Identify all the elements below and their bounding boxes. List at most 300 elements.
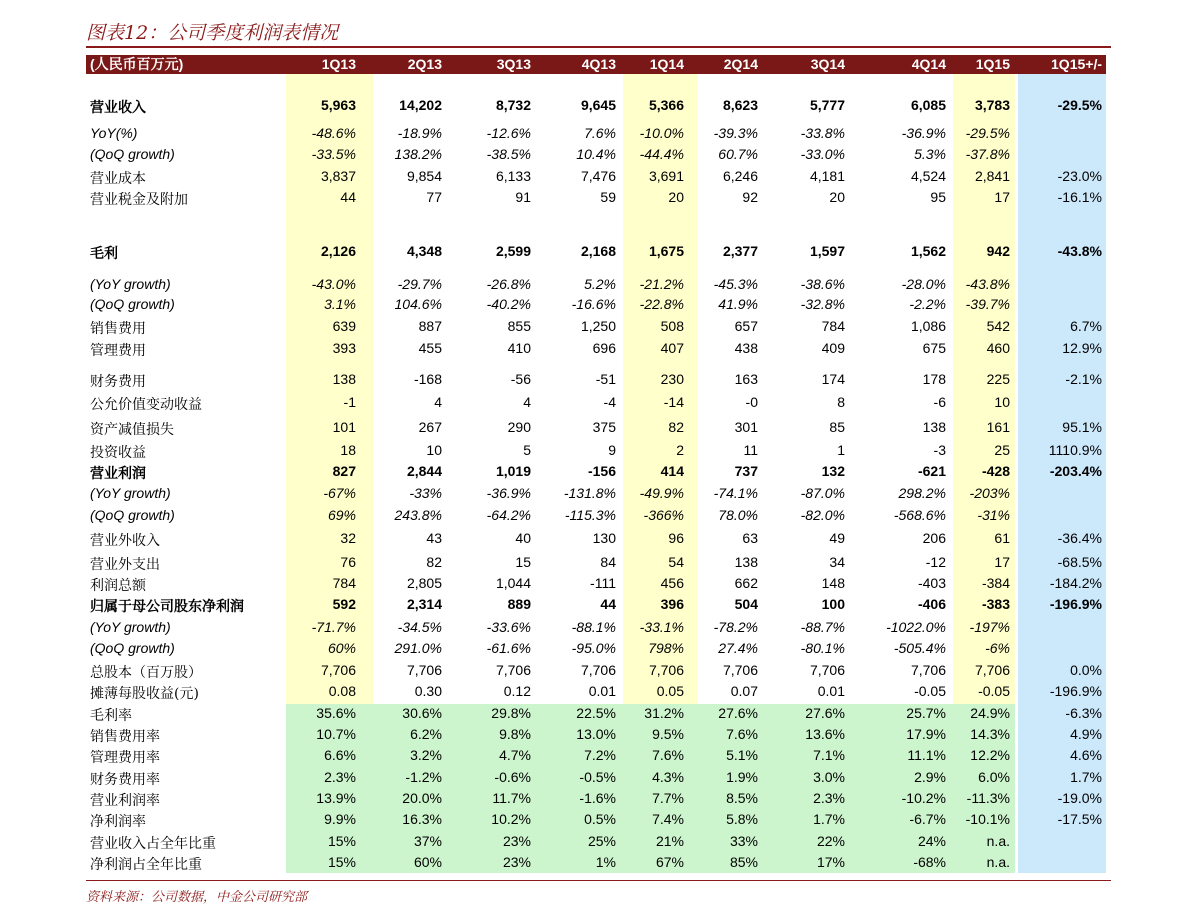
table-cell: 301 — [734, 419, 758, 435]
table-cell: 23% — [502, 854, 531, 870]
table-cell: -23.0% — [1057, 168, 1102, 184]
table-cell: -384 — [981, 575, 1010, 591]
table-cell: 230 — [660, 371, 684, 387]
table-cell: -197% — [969, 619, 1010, 635]
table-cell: -36.4% — [1057, 530, 1102, 546]
table-cell: 61 — [994, 530, 1010, 546]
table-cell: 29.8% — [491, 705, 531, 721]
table-cell: 9 — [608, 442, 616, 458]
table-cell: -78.2% — [713, 619, 758, 635]
table-cell: -12 — [925, 554, 946, 570]
table-cell: 78.0% — [718, 507, 758, 523]
table-cell: 6,085 — [910, 97, 946, 113]
table-cell: 407 — [660, 340, 684, 356]
table-cell: 855 — [507, 318, 531, 334]
table-cell: 138 — [332, 371, 356, 387]
table-cell: 4,348 — [406, 243, 442, 259]
table-cell: 10.2% — [491, 811, 531, 827]
table-cell: 174 — [821, 371, 845, 387]
table-cell: 7,706 — [495, 662, 531, 678]
row-label: 公允价值变动收益 — [90, 397, 202, 413]
row-label: 财务费用 — [90, 374, 146, 390]
table-cell: 942 — [986, 243, 1010, 259]
table-cell: 225 — [986, 371, 1010, 387]
row-label: (QoQ growth) — [90, 296, 175, 312]
table-cell: 10.4% — [576, 146, 616, 162]
table-cell: -74.1% — [713, 485, 758, 501]
table-cell: 508 — [660, 318, 684, 334]
row-label: 营业利润率 — [90, 793, 160, 809]
table-cell: -428 — [981, 463, 1010, 479]
row-label: (QoQ growth) — [90, 146, 175, 162]
table-cell: -6% — [985, 640, 1010, 656]
table-cell: 0.05 — [656, 683, 684, 699]
table-cell: 887 — [418, 318, 442, 334]
table-cell: 4.3% — [652, 769, 684, 785]
row-label: 营业收入占全年比重 — [90, 836, 216, 852]
table-cell: 2,844 — [406, 463, 442, 479]
table-cell: 30.6% — [402, 705, 442, 721]
table-cell: 69% — [327, 507, 356, 523]
table-cell: -366% — [643, 507, 684, 523]
table-cell: 592 — [332, 596, 356, 612]
table-cell: -383 — [981, 596, 1010, 612]
table-cell: 0.07 — [730, 683, 758, 699]
table-cell: 7,706 — [910, 662, 946, 678]
table-cell: 17.9% — [906, 726, 946, 742]
table-cell: 12.9% — [1062, 340, 1102, 356]
table-cell: 0.08 — [328, 683, 356, 699]
table-cell: 91 — [515, 189, 531, 205]
table-cell: 662 — [734, 575, 758, 591]
table-cell: 1,019 — [495, 463, 531, 479]
table-cell: 7,706 — [648, 662, 684, 678]
table-cell: 25.7% — [906, 705, 946, 721]
table-cell: -6.3% — [1065, 705, 1102, 721]
table-cell: -16.1% — [1057, 189, 1102, 205]
table-cell: -37.8% — [965, 146, 1010, 162]
table-cell: 267 — [418, 419, 442, 435]
page-title: 图表12：公司季度利润表情况 — [86, 22, 339, 44]
table-cell: -48.6% — [311, 125, 356, 141]
table-cell: -2.1% — [1065, 371, 1102, 387]
table-cell: -26.8% — [486, 276, 531, 292]
table-cell: -36.9% — [901, 125, 946, 141]
column-header: 1Q15+/- — [1051, 56, 1102, 72]
table-cell: 27.6% — [805, 705, 845, 721]
header-unit-label: (人民币百万元) — [90, 56, 184, 72]
table-cell: 5.2% — [584, 276, 616, 292]
table-cell: 9.5% — [652, 726, 684, 742]
table-cell: 2.3% — [813, 790, 845, 806]
row-label: 财务费用率 — [90, 772, 160, 788]
table-cell: 14,202 — [399, 97, 442, 113]
table-cell: -88.1% — [571, 619, 616, 635]
table-cell: -12.6% — [486, 125, 531, 141]
table-cell: 31.2% — [644, 705, 684, 721]
table-cell: 8,732 — [495, 97, 531, 113]
table-cell: 20.0% — [402, 790, 442, 806]
table-cell: 27.4% — [718, 640, 758, 656]
table-cell: 49 — [829, 530, 845, 546]
table-cell: 7,706 — [809, 662, 845, 678]
table-cell: n.a. — [986, 854, 1010, 870]
table-cell: 504 — [734, 596, 758, 612]
table-cell: -115.3% — [564, 507, 616, 523]
table-cell: 17% — [816, 854, 845, 870]
table-cell: -505.4% — [893, 640, 946, 656]
table-cell: 7.2% — [584, 747, 616, 763]
table-cell: -1022.0% — [886, 619, 946, 635]
table-cell: -0.6% — [494, 769, 531, 785]
table-cell: 40 — [515, 530, 531, 546]
table-cell: 5.3% — [914, 146, 946, 162]
table-cell: -0.05 — [914, 683, 946, 699]
table-cell: 43 — [426, 530, 442, 546]
row-label: 利润总额 — [90, 578, 146, 594]
table-cell: 7,706 — [722, 662, 758, 678]
table-cell: 1,250 — [580, 318, 616, 334]
table-cell: -68.5% — [1057, 554, 1102, 570]
table-cell: 6.2% — [410, 726, 442, 742]
table-cell: 7,706 — [320, 662, 356, 678]
table-cell: 63 — [742, 530, 758, 546]
row-label: 资产减值损失 — [90, 422, 174, 438]
table-cell: -406 — [917, 596, 946, 612]
table-cell: 4.7% — [499, 747, 531, 763]
table-cell: -19.0% — [1057, 790, 1102, 806]
table-cell: 657 — [734, 318, 758, 334]
table-cell: -621 — [917, 463, 946, 479]
table-cell: -10.1% — [965, 811, 1010, 827]
table-cell: -6.7% — [909, 811, 946, 827]
table-cell: 0.0% — [1070, 662, 1102, 678]
table-cell: 889 — [507, 596, 531, 612]
table-cell: 22.5% — [576, 705, 616, 721]
table-cell: 41.9% — [718, 296, 758, 312]
table-cell: 438 — [734, 340, 758, 356]
table-cell: 15 — [515, 554, 531, 570]
table-cell: 9.8% — [499, 726, 531, 742]
table-cell: 0.12 — [503, 683, 531, 699]
row-label: (YoY growth) — [90, 276, 171, 292]
table-cell: 5.1% — [726, 747, 758, 763]
table-cell: 33% — [729, 833, 758, 849]
table-cell: -43.8% — [965, 276, 1010, 292]
table-cell: 2,126 — [320, 243, 356, 259]
table-cell: 92 — [742, 189, 758, 205]
table-cell: -11.3% — [966, 790, 1010, 806]
table-cell: -1.6% — [579, 790, 616, 806]
table-cell: -33.8% — [800, 125, 845, 141]
table-cell: 20 — [668, 189, 684, 205]
table-cell: -43.8% — [1057, 243, 1102, 259]
table-cell: -0.5% — [579, 769, 616, 785]
table-cell: -10.2% — [901, 790, 946, 806]
table-cell: 1% — [595, 854, 616, 870]
table-cell: -39.7% — [965, 296, 1010, 312]
row-label: 毛利率 — [90, 708, 132, 724]
table-cell: 8,623 — [722, 97, 758, 113]
table-cell: 7,706 — [406, 662, 442, 678]
table-cell: 784 — [821, 318, 845, 334]
table-cell: 737 — [734, 463, 758, 479]
table-cell: 12.2% — [970, 747, 1010, 763]
table-cell: -51 — [595, 371, 616, 387]
table-cell: 1.7% — [813, 811, 845, 827]
table-cell: 460 — [986, 340, 1010, 356]
source-note: 资料来源：公司数据，中金公司研究部 — [86, 890, 308, 905]
row-label: (YoY growth) — [90, 485, 171, 501]
column-header: 4Q14 — [911, 56, 946, 72]
row-label: (YoY growth) — [90, 619, 171, 635]
table-cell: 24% — [917, 833, 946, 849]
table-cell: 1110.9% — [1048, 442, 1102, 458]
table-cell: 0.01 — [817, 683, 845, 699]
table-cell: -196.9% — [1049, 683, 1102, 699]
table-cell: 639 — [332, 318, 356, 334]
table-cell: -4 — [603, 394, 616, 410]
row-label: 管理费用率 — [90, 750, 160, 766]
row-label: 营业利润 — [90, 466, 146, 482]
table-cell: -68% — [913, 854, 946, 870]
table-cell: -168 — [413, 371, 442, 387]
table-cell: 8 — [837, 394, 845, 410]
table-cell: 9,645 — [580, 97, 616, 113]
table-cell: 1,597 — [809, 243, 845, 259]
row-label: 销售费用 — [90, 321, 146, 337]
table-cell: 100 — [821, 596, 845, 612]
table-cell: 298.2% — [898, 485, 946, 501]
table-cell: 11.7% — [492, 790, 531, 806]
table-cell: 290 — [507, 419, 531, 435]
table-cell: 67% — [655, 854, 684, 870]
table-cell: 2 — [676, 442, 684, 458]
table-cell: -71.7% — [311, 619, 356, 635]
table-cell: 13.6% — [805, 726, 845, 742]
table-cell: 3.2% — [410, 747, 442, 763]
table-cell: 82 — [668, 419, 684, 435]
table-cell: 1,044 — [495, 575, 531, 591]
row-label: 营业外收入 — [90, 533, 160, 549]
table-cell: -36.9% — [486, 485, 531, 501]
row-label: 投资收益 — [90, 445, 146, 461]
table-cell: 1,675 — [648, 243, 684, 259]
table-cell: n.a. — [986, 833, 1010, 849]
column-header: 1Q13 — [321, 56, 356, 72]
table-cell: 0.5% — [584, 811, 616, 827]
table-cell: 2,599 — [495, 243, 531, 259]
table-cell: 456 — [660, 575, 684, 591]
table-cell: 243.8% — [394, 507, 442, 523]
row-label: 营业外支出 — [90, 557, 160, 573]
row-label: 净利润占全年比重 — [90, 857, 202, 873]
table-cell: 2,168 — [580, 243, 616, 259]
table-cell: -203% — [969, 485, 1010, 501]
table-cell: 0.30 — [414, 683, 442, 699]
table-cell: 291.0% — [394, 640, 442, 656]
column-header: 3Q13 — [496, 56, 531, 72]
column-header: 1Q15 — [975, 56, 1010, 72]
table-cell: 101 — [332, 419, 356, 435]
column-header: 4Q13 — [581, 56, 616, 72]
table-cell: 409 — [821, 340, 845, 356]
table-cell: 784 — [332, 575, 356, 591]
table-cell: 6.0% — [978, 769, 1010, 785]
table-cell: 95.1% — [1062, 419, 1102, 435]
table-cell: 7,476 — [580, 168, 616, 184]
table-cell: -80.1% — [800, 640, 845, 656]
table-cell: 7.1% — [813, 747, 845, 763]
table-cell: -31% — [977, 507, 1010, 523]
table-cell: 60% — [413, 854, 442, 870]
table-cell: 10 — [426, 442, 442, 458]
table-cell: -1 — [343, 394, 356, 410]
table-cell: 4,524 — [910, 168, 946, 184]
table-cell: 1.7% — [1070, 769, 1102, 785]
table-cell: 4.6% — [1070, 747, 1102, 763]
table-cell: 2.3% — [324, 769, 356, 785]
table-cell: 3.1% — [324, 296, 356, 312]
table-cell: 138.2% — [394, 146, 442, 162]
table-cell: 8.5% — [726, 790, 758, 806]
table-cell: 10.7% — [316, 726, 356, 742]
table-cell: -56 — [510, 371, 531, 387]
table-cell: 34 — [829, 554, 845, 570]
table-cell: 138 — [734, 554, 758, 570]
table-cell: 0.01 — [588, 683, 616, 699]
table-cell: 2.9% — [914, 769, 946, 785]
table-cell: 6.7% — [1070, 318, 1102, 334]
table-cell: 5.8% — [726, 811, 758, 827]
table-cell: -33.1% — [639, 619, 684, 635]
table-cell: 13.0% — [576, 726, 616, 742]
table-cell: -39.3% — [713, 125, 758, 141]
table-cell: 9,854 — [406, 168, 442, 184]
table-cell: -38.6% — [800, 276, 845, 292]
table-cell: 132 — [821, 463, 845, 479]
table-cell: 393 — [332, 340, 356, 356]
table-cell: -33% — [409, 485, 442, 501]
table-cell: 13.9% — [316, 790, 356, 806]
table-cell: -45.3% — [713, 276, 758, 292]
table-cell: 4,181 — [809, 168, 845, 184]
table-cell: -16.6% — [571, 296, 616, 312]
table-cell: 22% — [816, 833, 845, 849]
table-cell: 24.9% — [970, 705, 1010, 721]
table-cell: -203.4% — [1049, 463, 1102, 479]
table-cell: 15% — [327, 833, 356, 849]
table-cell: 130 — [592, 530, 616, 546]
table-cell: 20 — [829, 189, 845, 205]
table-cell: 14.3% — [970, 726, 1010, 742]
table-cell: 11 — [743, 442, 758, 458]
table-cell: 17 — [994, 554, 1010, 570]
table-cell: 59 — [600, 189, 616, 205]
table-cell: 178 — [922, 371, 946, 387]
table-cell: 11.1% — [907, 747, 946, 763]
table-cell: 455 — [418, 340, 442, 356]
row-label: 净利润率 — [90, 814, 146, 830]
table-cell: 44 — [600, 596, 616, 612]
column-header: 2Q14 — [723, 56, 758, 72]
table-cell: -87.0% — [800, 485, 845, 501]
table-cell: -184.2% — [1049, 575, 1102, 591]
table-cell: 7,706 — [580, 662, 616, 678]
table-cell: 4 — [523, 394, 531, 410]
table-cell: 1,086 — [910, 318, 946, 334]
table-cell: 798% — [648, 640, 684, 656]
table-cell: 35.6% — [316, 705, 356, 721]
table-cell: 18 — [340, 442, 356, 458]
table-cell: 7.7% — [652, 790, 684, 806]
row-label: 营业收入 — [90, 100, 146, 116]
income-statement-table — [86, 55, 1106, 873]
table-cell: -29.5% — [1057, 97, 1102, 113]
table-cell: 375 — [592, 419, 616, 435]
table-cell: 2,377 — [722, 243, 758, 259]
table-cell: 2,841 — [974, 168, 1010, 184]
table-cell: -0 — [745, 394, 758, 410]
table-cell: 7.6% — [652, 747, 684, 763]
table-cell: 3,691 — [648, 168, 684, 184]
table-cell: -0.05 — [978, 683, 1010, 699]
table-cell: 54 — [668, 554, 684, 570]
table-cell: -29.7% — [397, 276, 442, 292]
table-cell: 5,366 — [648, 97, 684, 113]
table-cell: 410 — [507, 340, 531, 356]
table-cell: 2,314 — [406, 596, 442, 612]
table-cell: -49.9% — [639, 485, 684, 501]
table-cell: 44 — [340, 189, 356, 205]
table-cell: -61.6% — [486, 640, 531, 656]
table-cell: -28.0% — [901, 276, 946, 292]
table-cell: 76 — [340, 554, 356, 570]
table-cell: 25% — [587, 833, 616, 849]
table-cell: -88.7% — [800, 619, 845, 635]
table-cell: -17.5% — [1057, 811, 1102, 827]
table-cell: 206 — [922, 530, 946, 546]
table-cell: -131.8% — [563, 485, 616, 501]
table-cell: 60% — [327, 640, 356, 656]
table-cell: 5 — [523, 442, 531, 458]
table-cell: -43.0% — [311, 276, 356, 292]
row-label: 营业税金及附加 — [90, 192, 188, 208]
table-cell: 138 — [922, 419, 946, 435]
table-cell: 16.3% — [402, 811, 442, 827]
column-header: 3Q14 — [810, 56, 845, 72]
table-cell: -33.5% — [311, 146, 356, 162]
table-cell: 15% — [327, 854, 356, 870]
table-cell: -64.2% — [486, 507, 531, 523]
table-cell: 7,706 — [974, 662, 1010, 678]
table-cell: 84 — [600, 554, 616, 570]
table-cell: 3,783 — [974, 97, 1010, 113]
table-cell: -34.5% — [397, 619, 442, 635]
table-cell: 7.4% — [652, 811, 684, 827]
table-cell: -14 — [663, 394, 684, 410]
table-cell: 7.6% — [726, 726, 758, 742]
table-cell: 82 — [426, 554, 442, 570]
table-cell: 10 — [994, 394, 1010, 410]
table-cell: 95 — [930, 189, 946, 205]
table-cell: 1 — [837, 442, 845, 458]
table-cell: 27.6% — [718, 705, 758, 721]
table-cell: 21% — [655, 833, 684, 849]
row-label: 销售费用率 — [90, 729, 160, 745]
table-cell: -22.8% — [639, 296, 684, 312]
table-cell: 77 — [426, 189, 442, 205]
